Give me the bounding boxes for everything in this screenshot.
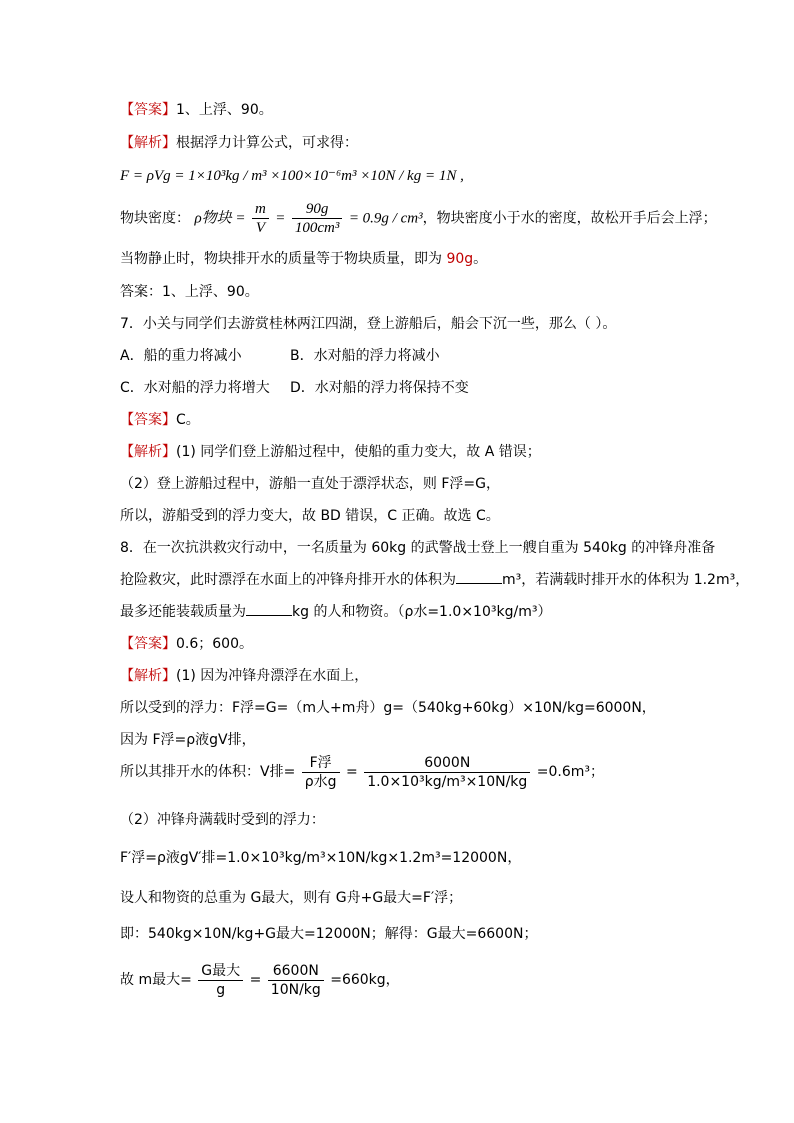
answer-text: 0.6；600。 (176, 636, 253, 652)
density-label: 物块密度： (120, 210, 190, 227)
fraction-numerator: 90g (305, 201, 329, 217)
question-text: m³，若满载时排开水的体积为 1.2m³， (502, 572, 750, 588)
density-result: = 0.9g / cm³ (348, 210, 423, 227)
fraction-values (268, 962, 324, 999)
question-text: 最多还能装载质量为 (120, 604, 246, 620)
analysis-line-8e: （2）冲锋舟满载时受到的浮力： (120, 812, 325, 828)
option-b: B．水对船的浮力将减小 (290, 348, 440, 364)
answer-summary: 答案：1、上浮、90。 (120, 284, 259, 300)
question-8-line-1: 8．在一次抗洪救灾行动中，一名质量为 60kg 的武警战士登上一艘自重为 540kg 的冲锋舟准备 (120, 540, 716, 556)
fraction-values (364, 754, 530, 791)
option-c: C．水对船的浮力将增大 (120, 380, 270, 396)
answer-text: 1、上浮、90。 (176, 102, 273, 118)
volume-formula (120, 752, 604, 792)
mass-result: =660kg， (330, 972, 400, 988)
analysis-text: (1) 同学们登上游船过程中，使船的重力变大，故 A 错误； (176, 444, 541, 460)
static-end: 。 (473, 251, 488, 267)
buoyancy-formula: F = ρVg = 1×10³kg / m³ ×100×10⁻⁶m³ ×10N / kg = 1N , (120, 168, 464, 184)
fraction-f-rho (302, 754, 340, 791)
volume-label: 所以其排开水的体积：V排= (120, 764, 296, 780)
analysis-line-7a (120, 442, 541, 462)
fraction-numerator: G最大 (201, 962, 241, 979)
answer-tag: 【答案】 (120, 636, 176, 652)
answer-line-6 (120, 100, 273, 120)
fraction-values (292, 200, 343, 237)
static-value: 90g (446, 251, 474, 267)
analysis-line-6 (120, 133, 358, 153)
answer-tag: 【答案】 (120, 102, 176, 118)
analysis-text: (1) 因为冲锋舟漂浮在水面上， (176, 668, 369, 684)
density-tail: ，物块密度小于水的密度，故松开手后会上浮； (422, 210, 717, 227)
answer-tag: 【答案】 (120, 412, 176, 428)
mass-label: 故 m最大= (120, 972, 192, 988)
analysis-line-7c: 所以，游船受到的浮力变大，故 BD 错误，C 正确。故选 C。 (120, 508, 500, 524)
option-a: A．船的重力将减小 (120, 348, 242, 364)
analysis-line-8c: 因为 F浮=ρ液gV排， (120, 732, 256, 748)
analysis-line-8g: 设人和物资的总重为 G最大，则有 G舟+G最大=F′浮； (120, 890, 463, 906)
density-line (120, 200, 717, 237)
analysis-tag: 【解析】 (120, 135, 176, 151)
fraction-denominator: ρ水g (302, 772, 340, 791)
fraction-denominator: 100cm³ (292, 218, 343, 237)
fraction-denominator: g (198, 980, 243, 999)
density-symbol: ρ物块 = (194, 210, 246, 227)
answer-line-7 (120, 410, 200, 430)
answer-line-8 (120, 634, 253, 654)
fraction-numerator: 6600N (272, 962, 319, 979)
fraction-g-g (198, 962, 243, 999)
static-line (120, 249, 487, 269)
analysis-line-8f: F′浮=ρ液gV′排=1.0×10³kg/m³×10N/kg×1.2m³=12000N， (120, 850, 522, 866)
analysis-tag: 【解析】 (120, 444, 176, 460)
analysis-line-7b: （2）登上游船过程中，游船一直处于漂浮状态，则 F浮=G， (120, 476, 500, 492)
analysis-tag: 【解析】 (120, 668, 176, 684)
equals-sign: = (275, 210, 286, 227)
fraction-denominator: V (252, 218, 269, 237)
fraction-numerator: F浮 (309, 754, 332, 771)
question-8-line-2 (120, 570, 749, 590)
question-7-options-ab (120, 346, 440, 366)
volume-result: =0.6m³； (536, 764, 605, 780)
answer-text: C。 (176, 412, 200, 428)
equals-sign: = (249, 972, 262, 988)
static-text: 当物静止时，物块排开水的质量等于物块质量，即为 (120, 251, 447, 267)
fraction-numerator: m (254, 201, 266, 217)
fraction-numerator: 6000N (424, 754, 471, 771)
question-7: 7．小关与同学们去游赏桂林两江四湖，登上游船后，船会下沉一些，那么（ ）。 (120, 316, 617, 332)
analysis-line-8b: 所以受到的浮力：F浮=G=（m人+m舟）g=（540kg+60kg）×10N/kg=6000N， (120, 700, 656, 716)
answer-blank-mass[interactable] (246, 603, 292, 616)
question-text: 抢险救灾，此时漂浮在水面上的冲锋舟排开水的体积为 (120, 572, 456, 588)
question-8-line-3 (120, 602, 551, 622)
equals-sign: = (346, 764, 358, 780)
fraction-m-v (252, 200, 269, 237)
analysis-text: 根据浮力计算公式，可求得： (176, 135, 358, 151)
analysis-line-8a (120, 666, 368, 686)
question-7-options-cd (120, 378, 469, 398)
answer-blank-volume[interactable] (456, 571, 502, 584)
question-text: kg 的人和物资。（ρ水=1.0×10³kg/m³） (292, 604, 552, 620)
fraction-denominator: 1.0×10³kg/m³×10N/kg (364, 772, 530, 791)
analysis-line-8h: 即：540kg×10N/kg+G最大=12000N；解得：G最大=6600N； (120, 926, 538, 942)
option-d: D．水对船的浮力将保持不变 (290, 380, 469, 396)
fraction-denominator: 10N/kg (268, 980, 324, 999)
mass-formula (120, 960, 400, 1000)
